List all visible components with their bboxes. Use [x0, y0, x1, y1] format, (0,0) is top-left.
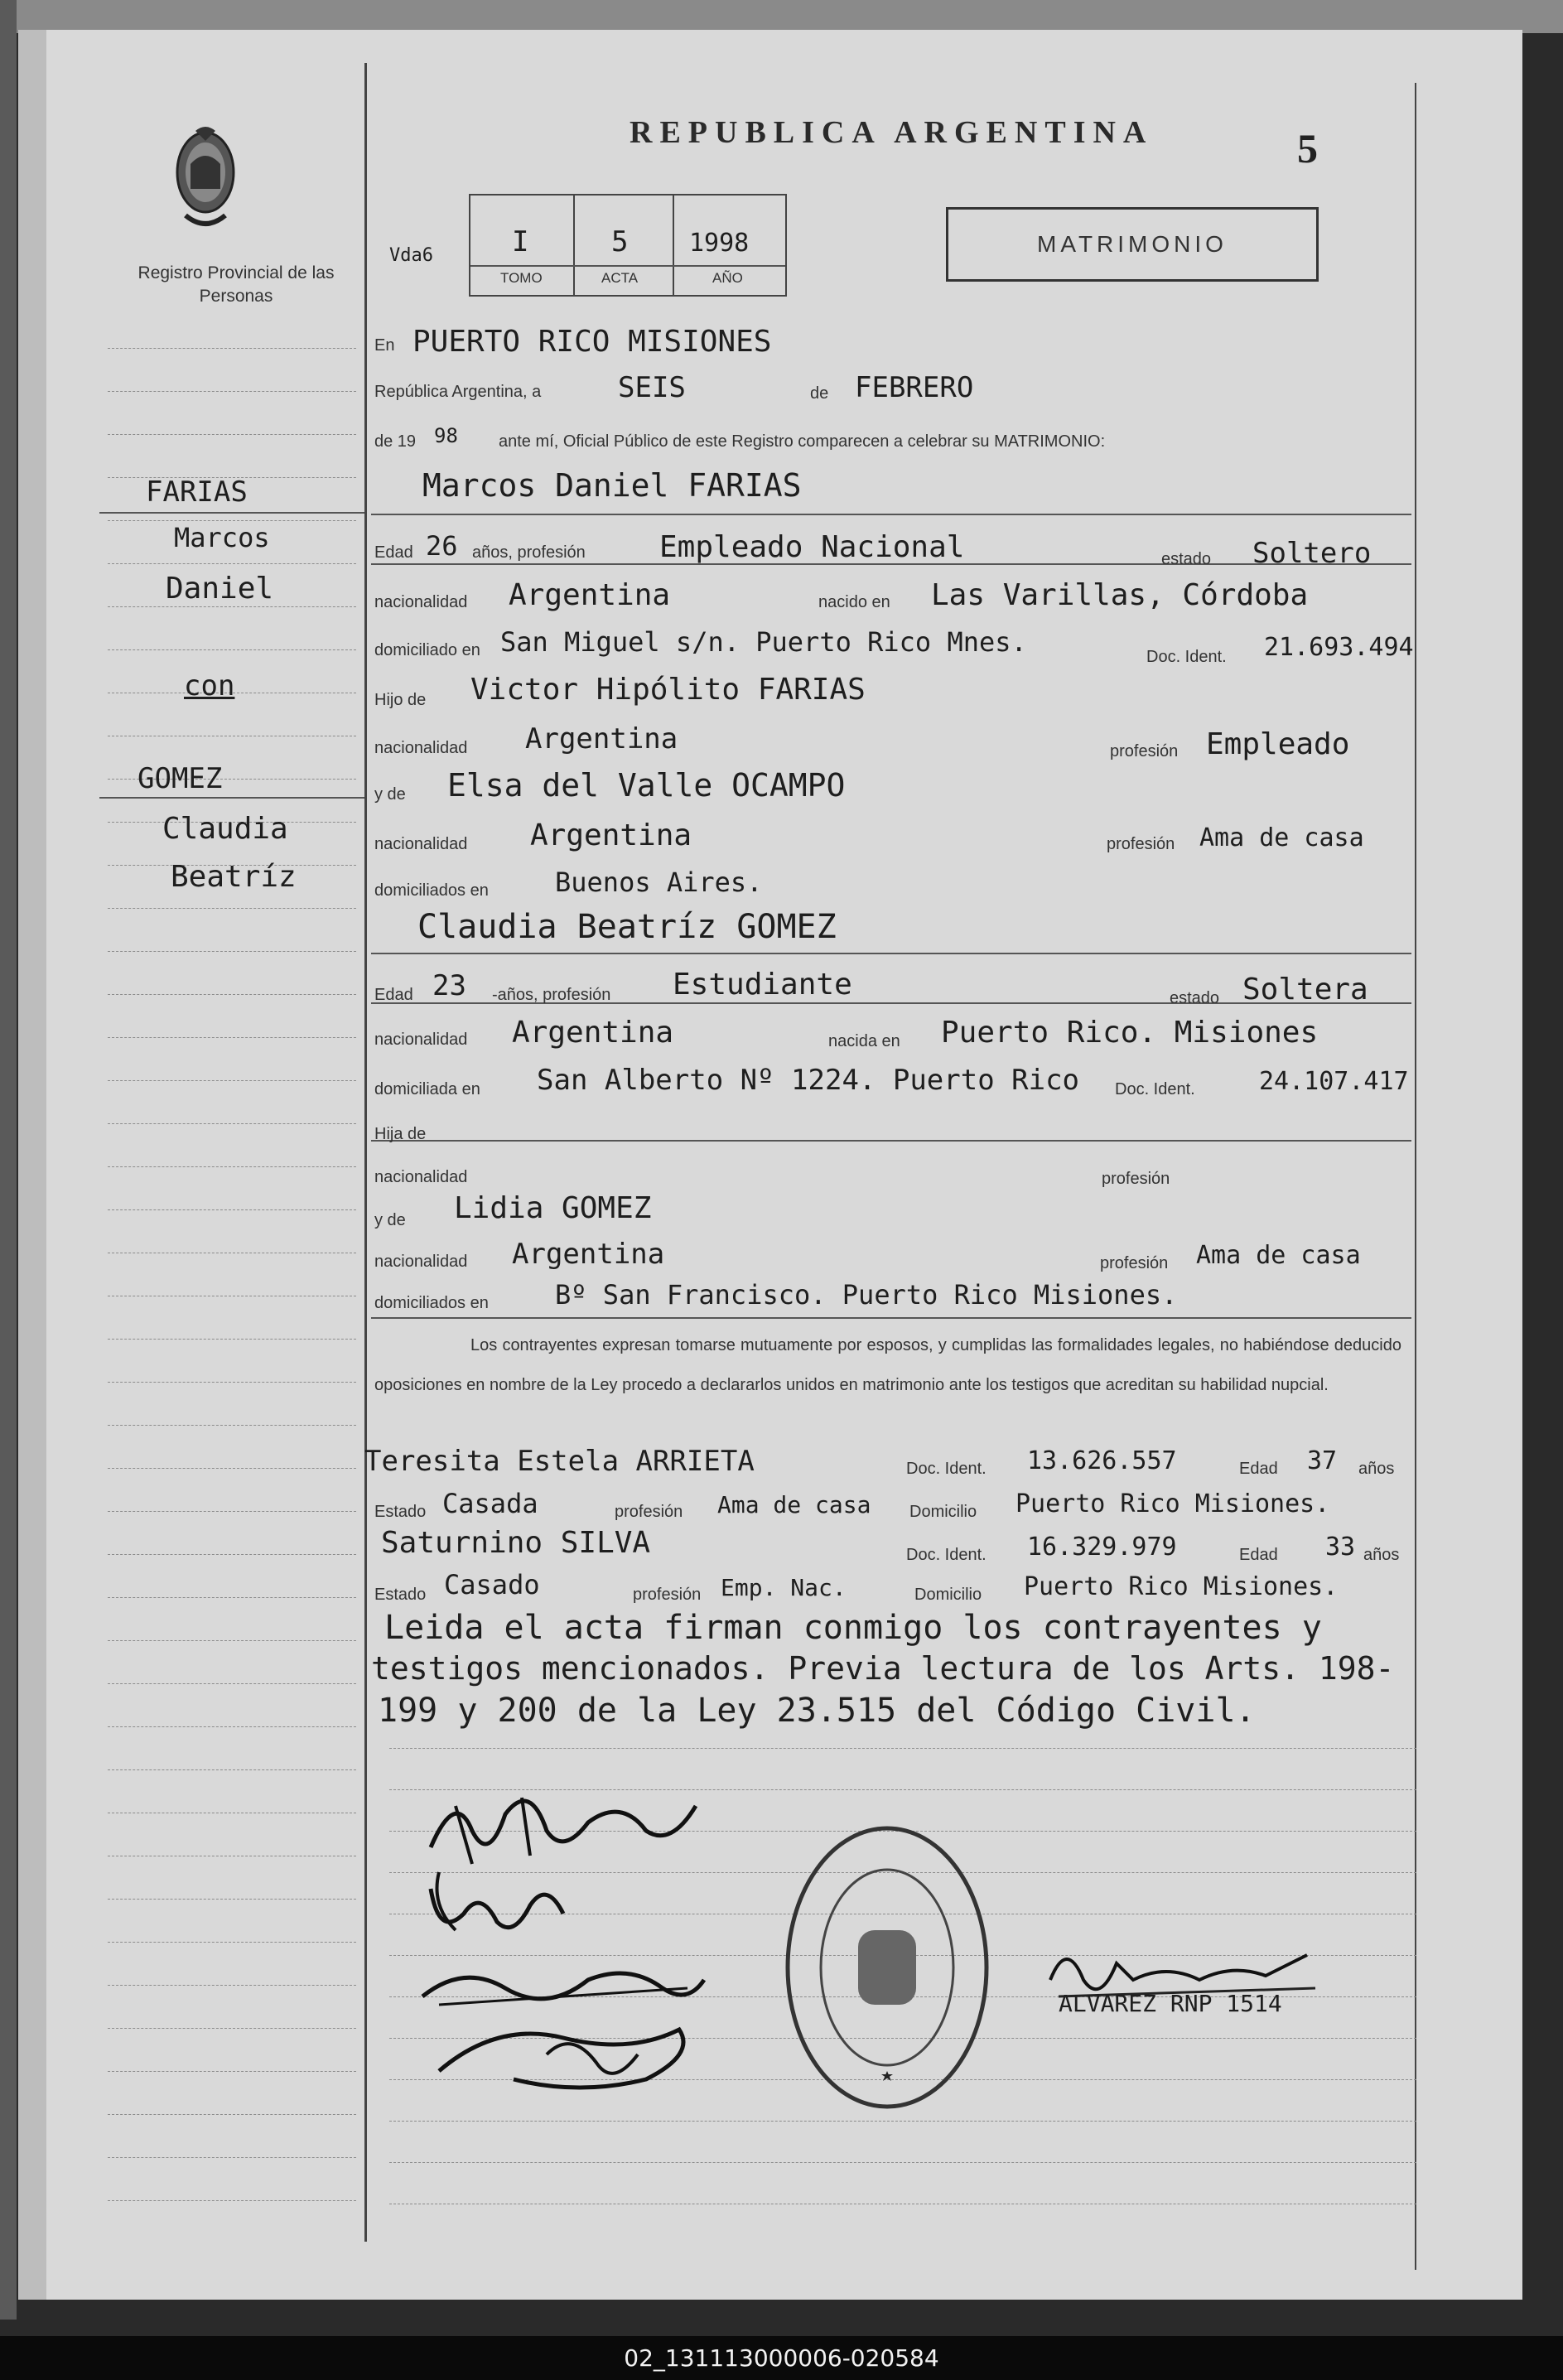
- page-number: 5: [1297, 125, 1318, 171]
- groom-estado-label: estado: [1161, 550, 1212, 568]
- groom-birthplace: Las Varillas, Córdoba: [931, 578, 1309, 612]
- margin-bride-name-2: Beatríz: [171, 860, 297, 894]
- margin-rule: [108, 1683, 356, 1684]
- witness1-edad-label: Edad: [1239, 1460, 1278, 1478]
- margin-rule: [108, 1942, 356, 1943]
- margin-rule: [108, 1339, 356, 1340]
- section-rule: [371, 514, 1411, 515]
- bride-nationality: Argentina: [512, 1016, 674, 1050]
- witness2-edad-label: Edad: [1239, 1546, 1278, 1564]
- marriage-day: SEIS: [618, 371, 686, 404]
- bride-anos-label: -años, profesión: [492, 986, 611, 1004]
- groom-address: San Miguel s/n. Puerto Rico Mnes.: [500, 626, 1027, 658]
- witness2-age: 33: [1325, 1533, 1356, 1562]
- acta-value: 5: [611, 225, 629, 258]
- bride-birthplace: Puerto Rico. Misiones: [941, 1016, 1319, 1050]
- groom-anos-label: años, profesión: [472, 543, 586, 562]
- year-prefix: de 19: [374, 432, 417, 451]
- witness1-profesion-label: profesión: [615, 1503, 683, 1521]
- background-top: [0, 0, 1563, 33]
- margin-rule: [108, 348, 356, 349]
- margin-rule: [108, 1985, 356, 1986]
- margin-rule: [108, 606, 356, 607]
- year-suffix: 98: [434, 424, 458, 447]
- margin-rule: [108, 563, 356, 564]
- body-rule: [389, 1748, 1416, 1749]
- margin-rule: [108, 1640, 356, 1641]
- witness2-domicilio-label: Domicilio: [914, 1586, 982, 1604]
- groom-mother-profesion-label: profesión: [1107, 835, 1175, 853]
- father-profesion-label: profesión: [1110, 742, 1179, 760]
- margin-rule: [108, 1726, 356, 1727]
- bride-parents-address: Bº San Francisco. Puerto Rico Misiones.: [555, 1279, 1178, 1311]
- margin-divider: [364, 63, 367, 2242]
- margin-rule: [108, 1080, 356, 1081]
- witness2-doc-number: 16.329.979: [1027, 1533, 1177, 1562]
- bride-profession: Estudiante: [673, 968, 852, 1002]
- margin-rule: [108, 994, 356, 995]
- bride-full-name: Claudia Beatríz GOMEZ: [417, 908, 837, 946]
- margin-rule: [108, 908, 356, 909]
- margin-rule: [108, 1468, 356, 1469]
- father-nationality-label: nacionalidad: [374, 739, 468, 757]
- groom-mother-name: Elsa del Valle OCAMPO: [447, 767, 846, 804]
- margin-rule: [108, 1166, 356, 1167]
- groom-mother-profession: Ama de casa: [1199, 823, 1364, 852]
- bride-mother-nationality: Argentina: [512, 1238, 665, 1271]
- witness2-name: Saturnino SILVA: [381, 1526, 651, 1560]
- witness2-estado-label: Estado: [374, 1586, 427, 1604]
- margin-rule: [108, 2157, 356, 2158]
- bride-y-de-label: y de: [374, 1211, 406, 1229]
- margin-rule: [108, 1123, 356, 1124]
- body-rule: [389, 2162, 1416, 2163]
- bride-estado-label: estado: [1170, 989, 1220, 1007]
- margin-rule: [108, 1899, 356, 1900]
- margin-rule: [108, 1597, 356, 1598]
- ano-label: AÑO: [712, 270, 743, 286]
- bride-nationality-label: nacionalidad: [374, 1031, 468, 1049]
- groom-mother-nationality-label: nacionalidad: [374, 835, 468, 853]
- registry-name: Registro Provincial de las Personas: [137, 263, 335, 306]
- witness1-domicilio-label: Domicilio: [909, 1503, 977, 1521]
- margin-connector: con: [184, 669, 235, 702]
- bride-address: San Alberto Nº 1224. Puerto Rico: [537, 1064, 1080, 1097]
- groom-nacido-label: nacido en: [818, 593, 890, 611]
- groom-doc-label: Doc. Ident.: [1146, 648, 1227, 666]
- bride-hija-label: Hija de: [374, 1125, 427, 1143]
- margin-rule: [108, 1425, 356, 1426]
- margin-rule: [108, 1209, 356, 1210]
- witness2-anos-label: años: [1363, 1546, 1400, 1564]
- margin-groom-surname: FARIAS: [146, 476, 248, 509]
- bride-mother-name: Lidia GOMEZ: [454, 1191, 652, 1225]
- witness1-profession: Ama de casa: [717, 1491, 871, 1518]
- witness2-civil-status: Casado: [444, 1569, 540, 1600]
- margin-rule: [108, 1037, 356, 1038]
- witness1-estado-label: Estado: [374, 1503, 427, 1521]
- bride-mother-profession: Ama de casa: [1196, 1241, 1361, 1270]
- en-label: En: [374, 336, 395, 355]
- margin-rule: [108, 1511, 356, 1512]
- closing-line-2: testigos mencionados. Previa lectura de los Arts. 198-: [371, 1650, 1395, 1687]
- witness1-anos-label: años: [1358, 1460, 1395, 1478]
- provincial-crest-icon: [171, 123, 240, 240]
- right-border: [1415, 83, 1416, 2270]
- margin-rule: [108, 1769, 356, 1770]
- bride-father-nationality-label: nacionalidad: [374, 1168, 468, 1186]
- republica-label: República Argentina, a: [374, 383, 542, 401]
- groom-edad-label: Edad: [374, 543, 413, 562]
- body-rule: [389, 2121, 1416, 2122]
- document-title: REPUBLICA ARGENTINA: [630, 115, 1154, 150]
- ante-text: ante mí, Oficial Público de este Registro comparecen a celebrar su MATRIMONIO:: [499, 432, 1106, 451]
- margin-groom-name-1: Marcos: [174, 522, 270, 553]
- margin-rule: [108, 520, 356, 521]
- image-caption: 02_131113000006-020584: [0, 2336, 1563, 2380]
- margin-bride-name-1: Claudia: [162, 812, 288, 846]
- margin-rule: [108, 2071, 356, 2072]
- margin-rule: [108, 1382, 356, 1383]
- margin-rule: [108, 2200, 356, 2201]
- margin-groom-name-2: Daniel: [166, 572, 274, 606]
- witness1-name: Teresita Estela ARRIETA: [364, 1445, 755, 1478]
- bride-parents-domicilio-label: domiciliados en: [374, 1294, 489, 1312]
- margin-rule: [108, 951, 356, 952]
- witness1-address: Puerto Rico Misiones.: [1015, 1489, 1330, 1518]
- officer-signature-note: ALVAREZ RNP 1514: [1059, 1990, 1282, 2017]
- groom-domiciliado-label: domiciliado en: [374, 641, 480, 659]
- margin-rule: [108, 2114, 356, 2115]
- month-de-label: de: [810, 384, 829, 403]
- bride-civil-status: Soltera: [1242, 973, 1368, 1007]
- book-prefix: Vda6: [389, 245, 433, 266]
- bride-edad-label: Edad: [374, 986, 413, 1004]
- groom-hijo-label: Hijo de: [374, 691, 427, 709]
- margin-rule: [108, 391, 356, 392]
- margin-rule: [108, 434, 356, 435]
- margin-rule: [108, 649, 356, 650]
- witness2-profesion-label: profesión: [633, 1586, 702, 1604]
- witness2-doc-label: Doc. Ident.: [906, 1546, 987, 1564]
- acta-label: ACTA: [601, 270, 639, 286]
- witness1-doc-number: 13.626.557: [1027, 1446, 1177, 1475]
- groom-y-de-label: y de: [374, 785, 406, 804]
- father-profession: Empleado: [1206, 727, 1350, 761]
- bride-nacida-label: nacida en: [828, 1032, 900, 1050]
- groom-nationality: Argentina: [509, 578, 671, 612]
- margin-bride-surname: GOMEZ: [137, 762, 223, 795]
- groom-mother-nationality: Argentina: [530, 818, 692, 852]
- section-rule: [371, 953, 1411, 954]
- marriage-month: FEBRERO: [855, 371, 974, 404]
- section-rule: [371, 1140, 1411, 1142]
- tomo-label: TOMO: [500, 270, 543, 286]
- closing-line-1: Leida el acta firman conmigo los contrayentes y: [384, 1609, 1322, 1647]
- closing-line-3: 199 y 200 de la Ley 23.515 del Código Civil.: [378, 1692, 1256, 1730]
- groom-profession: Empleado Nacional: [659, 530, 965, 564]
- declaration-text: Los contrayentes expresan tomarse mutuamente por esposos, y cumplidas las formalidades legales, no habiéndose deducido oposiciones en nombre de la Ley procedo a declararlos unidos en matrimonio ante los testigos que acreditan su habilidad nupcial.: [374, 1336, 1401, 1394]
- official-seal-icon: [782, 1822, 992, 2112]
- registration-box: [469, 194, 787, 297]
- groom-age: 26: [426, 530, 458, 562]
- bride-mother-nationality-label: nacionalidad: [374, 1253, 468, 1271]
- signature-witness-2: [431, 2005, 696, 2104]
- bride-doc-number: 24.107.417: [1259, 1067, 1409, 1096]
- groom-civil-status: Soltero: [1252, 537, 1372, 570]
- groom-parents-domicilio-label: domiciliados en: [374, 881, 489, 900]
- witness1-doc-label: Doc. Ident.: [906, 1460, 987, 1478]
- groom-full-name: Marcos Daniel FARIAS: [422, 467, 802, 504]
- father-nationality: Argentina: [525, 722, 678, 756]
- marriage-place: PUERTO RICO MISIONES: [412, 325, 772, 359]
- witness1-civil-status: Casada: [442, 1488, 538, 1519]
- act-type-box: MATRIMONIO: [946, 207, 1319, 282]
- witness1-age: 37: [1307, 1446, 1338, 1475]
- bride-mother-profesion-label: profesión: [1100, 1254, 1169, 1272]
- bride-age: 23: [432, 969, 466, 1002]
- groom-nationality-label: nacionalidad: [374, 593, 468, 611]
- tomo-value: I: [512, 225, 529, 258]
- page-binding: [18, 30, 46, 2300]
- margin-rule: [108, 2028, 356, 2029]
- bride-domiciliada-label: domiciliada en: [374, 1080, 480, 1098]
- bride-father-profesion-label: profesión: [1102, 1170, 1170, 1188]
- background-left: [0, 0, 17, 2320]
- groom-father-name: Victor Hipólito FARIAS: [470, 673, 866, 707]
- witness2-profession: Emp. Nac.: [721, 1574, 847, 1601]
- witness2-address: Puerto Rico Misiones.: [1024, 1572, 1339, 1601]
- bride-doc-label: Doc. Ident.: [1115, 1080, 1195, 1098]
- margin-rule: [108, 1554, 356, 1555]
- groom-doc-number: 21.693.494: [1264, 633, 1414, 662]
- signature-bride: [414, 1856, 580, 1947]
- ano-value: 1998: [689, 229, 750, 258]
- section-rule: [371, 1317, 1411, 1319]
- groom-parents-address: Buenos Aires.: [555, 867, 763, 898]
